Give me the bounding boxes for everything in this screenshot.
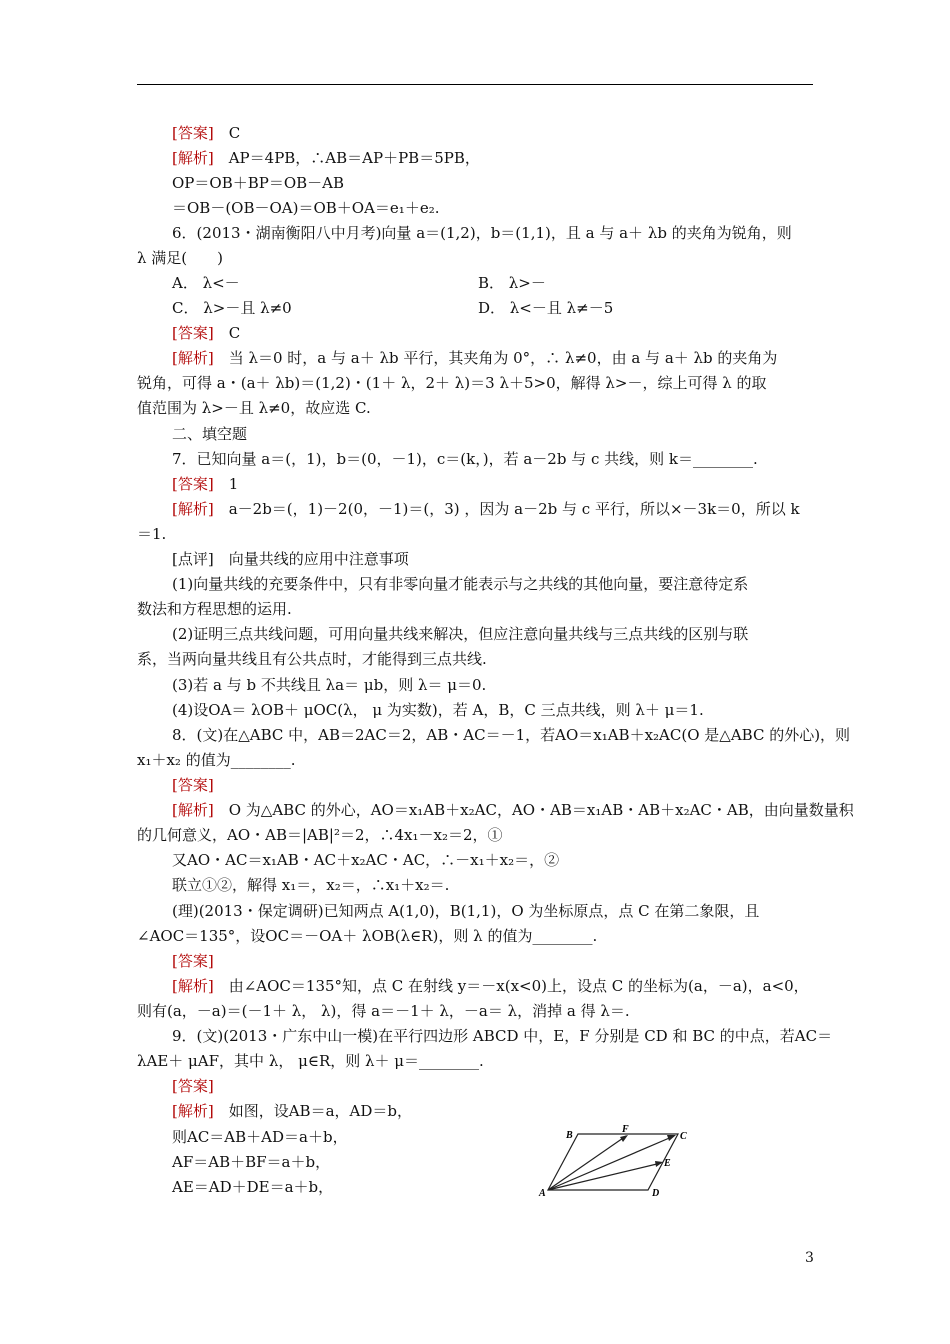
text-line: 数法和方程思想的运用. [137, 600, 292, 618]
label-d: D [652, 1188, 660, 1199]
answer-tag: [答案] [172, 475, 214, 493]
analysis-line [172, 1101, 412, 1121]
text-line: ∠AOC＝135°，设OC＝－OA＋ λOB(λ∈R)，则 λ 的值为________. [137, 927, 598, 945]
text-line: OP＝OB＋BP＝OB－AB [172, 174, 345, 192]
header-rule [137, 84, 813, 85]
answer-text: C [213, 124, 241, 142]
analysis-text: O 为△ABC 的外心，AO＝x₁AB＋x₂AC，AO・AB＝x₁AB・AB＋x₂AC・AB，由向量数量积 [213, 801, 854, 819]
answer-line [172, 123, 240, 143]
text-line: (3)若 a 与 b 不共线且 λa＝ μb，则 λ＝ μ＝0. [172, 676, 487, 694]
analysis-line [172, 499, 800, 519]
text-line: x₁＋x₂ 的值为________. [137, 751, 296, 769]
answer-tag: [答案] [172, 324, 214, 342]
parallelogram-figure [538, 1124, 708, 1204]
question-8: 8．(文)在△ABC 中，AB＝2AC＝2，AB・AC＝－1，若AO＝x₁AB＋x₂AC(O 是△ABC 的外心)，则 [172, 726, 851, 744]
analysis-text: AP＝4PB，∴AB＝AP＋PB＝5PB， [213, 149, 480, 167]
analysis-line [172, 148, 480, 168]
text-line: AF＝AB＋BF＝a＋b， [172, 1153, 331, 1171]
text-line: ＝OB－(OB－OA)＝OB＋OA＝e₁＋e₂. [172, 199, 440, 217]
label-f: F [622, 1124, 629, 1135]
text-line: 系，当两向量共线且有公共点时，才能得到三点共线. [137, 650, 487, 668]
answer-line [172, 1076, 214, 1096]
analysis-tag: [解析] [172, 801, 214, 819]
text-line: 的几何意义，AO・AB＝|AB|²＝2，∴4x₁－x₂＝2，① [137, 826, 503, 844]
text-line: (4)设OA＝ λOB＋ μOC(λ， μ 为实数)，若 A，B，C 三点共线，则 λ＋ μ＝1. [172, 701, 704, 719]
text-line: ＝1. [137, 525, 167, 543]
answer-line [172, 775, 214, 795]
vector-ac [548, 1136, 674, 1190]
answer-text: 1 [213, 475, 239, 493]
label-a: A [539, 1188, 546, 1199]
text-line: 则有(a，－a)＝(－1＋ λ， λ)，得 a＝－1＋ λ，－a＝ λ，消掉 a 得 λ＝. [137, 1002, 630, 1020]
vector-af [548, 1136, 626, 1190]
analysis-text: 当 λ＝0 时，a 与 a＋ λb 平行，其夹角为 0°，∴ λ≠0，由 a 与 a＋ λb 的夹角为 [213, 349, 778, 367]
analysis-text: 由∠AOC＝135°知，点 C 在射线 y＝－x(x<0)上，设点 C 的坐标为(a，－a)，a<0， [213, 977, 809, 995]
text-line: 锐角，可得 a・(a＋ λb)＝(1,2)・(1＋ λ，2＋ λ)＝3 λ＋5>0，解得 λ>－，综上可得 λ 的取 [137, 374, 767, 392]
answer-line [172, 951, 214, 971]
answer-tag: [答案] [172, 1077, 214, 1095]
answer-tag: [答案] [172, 952, 214, 970]
text-line: 联立①②，解得 x₁＝，x₂＝，∴x₁＋x₂＝. [172, 876, 450, 894]
answer-line [172, 323, 240, 343]
section-heading: 二、填空题 [172, 425, 248, 443]
answer-line [172, 474, 238, 494]
analysis-tag: [解析] [172, 500, 214, 518]
text-line: (理)(2013・保定调研)已知两点 A(1,0)，B(1,1)，O 为坐标原点，点 C 在第二象限，且 [172, 902, 760, 920]
option-c: C． λ>－且 λ≠0 [172, 299, 292, 317]
question-6: 6．(2013・湖南衡阳八中月考)向量 a＝(1,2)，b＝(1,1)，且 a 与 a＋ λb 的夹角为锐角，则 [172, 224, 792, 242]
question-7: 7．已知向量 a＝(，1)，b＝(0，－1)，c＝(k，)，若 a－2b 与 c 共线，则 k＝________. [172, 450, 758, 468]
analysis-text: a－2b＝(，1)－2(0，－1)＝(，3) ，因为 a－2b 与 c 平行，所以×－3k＝0，所以 k [213, 500, 800, 518]
text-line: 值范围为 λ>－且 λ≠0，故应选 C. [137, 399, 371, 417]
answer-text: C [213, 324, 241, 342]
analysis-line [172, 800, 854, 820]
answer-tag: [答案] [172, 124, 214, 142]
page-number: 3 [805, 1250, 814, 1266]
label-c: C [680, 1131, 687, 1142]
analysis-line [172, 976, 809, 996]
label-e: E [664, 1158, 671, 1169]
option-a: A． λ<－ [172, 274, 240, 292]
text-line: 又AO・AC＝x₁AB・AC＋x₂AC・AC，∴－x₁＋x₂＝，② [172, 851, 560, 869]
option-d: D． λ<－且 λ≠－5 [478, 299, 614, 317]
text-line: 则AC＝AB＋AD＝a＋b， [172, 1128, 348, 1146]
analysis-tag: [解析] [172, 977, 214, 995]
option-b: B． λ>－ [478, 274, 546, 292]
answer-tag: [答案] [172, 776, 214, 794]
analysis-line [172, 348, 777, 368]
comment-heading: [点评] 向量共线的应用中注意事项 [172, 550, 409, 568]
analysis-text: 如图，设AB＝a，AD＝b， [213, 1102, 412, 1120]
text-line: (1)向量共线的充要条件中，只有非零向量才能表示与之共线的其他向量，要注意待定系 [172, 575, 749, 593]
analysis-tag: [解析] [172, 349, 214, 367]
text-line: (2)证明三点共线问题，可用向量共线来解决，但应注意向量共线与三点共线的区别与联 [172, 625, 749, 643]
analysis-tag: [解析] [172, 1102, 214, 1120]
analysis-tag: [解析] [172, 149, 214, 167]
text-line: λ 满足( ) [137, 249, 223, 267]
label-b: B [566, 1130, 573, 1141]
text-line: λAE＋ μAF，其中 λ， μ∈R，则 λ＋ μ＝________. [137, 1052, 484, 1070]
text-line: AE＝AD＋DE＝a＋b， [172, 1178, 334, 1196]
question-9: 9．(文)(2013・广东中山一模)在平行四边形 ABCD 中，E，F 分别是 CD 和 BC 的中点，若AC＝ [172, 1027, 833, 1045]
vector-ae [548, 1163, 661, 1190]
arrowhead-f [620, 1135, 628, 1142]
